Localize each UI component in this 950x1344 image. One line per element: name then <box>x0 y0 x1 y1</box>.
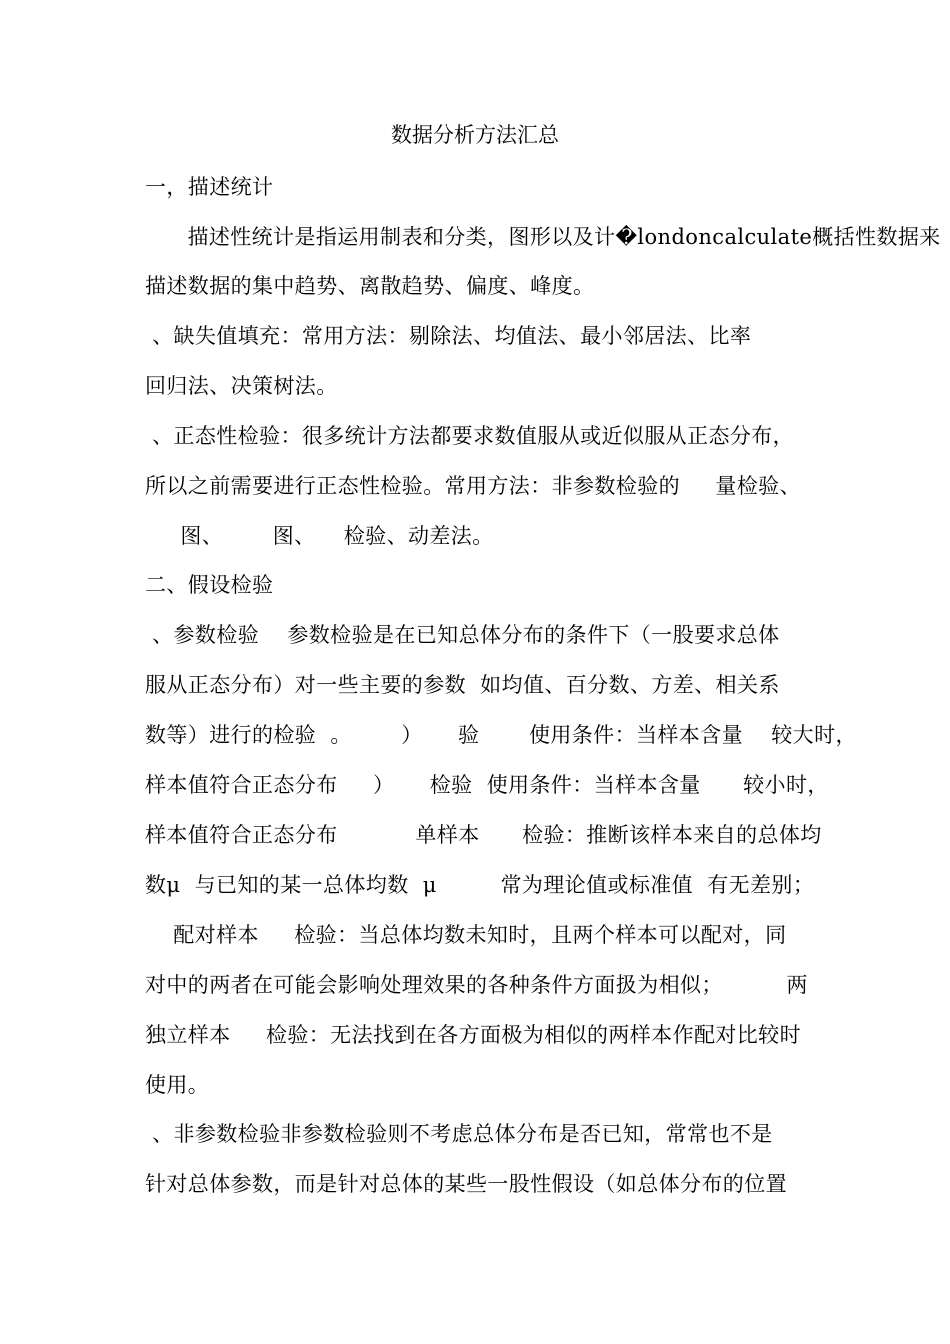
text-line-4: 回归法、决策树法。 <box>145 374 338 398</box>
text-line-16: 对中的两者在可能会影响处理效果的各种条件方面扱为相似； 两 <box>145 973 808 997</box>
text-line-5: 、正态性检验：很多统计方法都要求数值服从或近似服从正态分布， <box>145 424 795 448</box>
text-line-18: 使用。 <box>145 1073 210 1097</box>
text-line-13: 样本值符合正态分布 单样本 检验：推断该样本来自的总体均 <box>145 823 822 847</box>
document-title: 数据分析方法汇总 <box>391 123 559 147</box>
text-line-1: 描述性统计是指运用制表和分类，图形以及计�londoncalculate概括性数据来 <box>145 225 941 249</box>
text-line-10: 服从正态分布）对一些主要的参数 如均值、百分数、方差、相关系 <box>145 673 780 697</box>
heading-descriptive-statistics: 一，描述统计 <box>145 175 274 199</box>
text-line-6: 所以之前需要进行正态性检验。常用方法：非参数检验的 量检验、 <box>145 474 801 498</box>
text-line-11: 数等）进行的检验 。 ） 验 使用条件：当样本含量 较大时， <box>145 723 857 747</box>
text-line-15: 配对样本 检验：当总体均数未知时，且两个样本可以配对，同 <box>145 923 787 947</box>
text-line-2: 描述数据的集中趋势、离散趋势、偏度、峰度。 <box>145 274 595 298</box>
heading-hypothesis-testing: 二、假设检验 <box>145 573 274 597</box>
text-line-17: 独立样本 检验：无法找到在各方面极为相似的两样本作配对比较时 <box>145 1023 801 1047</box>
text-line-19: 、非参数检验非参数检验则不考虑总体分布是否已知，常常也不是 <box>145 1122 773 1146</box>
text-line-9: 、参数检验 参数检验是在已知总体分布的条件下（一股要求总体 <box>145 623 780 647</box>
text-line-7: 图、 图、 检验、动差法。 <box>145 524 494 548</box>
text-line-12: 样本值符合正态分布 ） 检验 使用条件：当样本含量 较小时， <box>145 773 829 797</box>
text-line-3: 、缺失值填充：常用方法：剔除法、均值法、最小邻居法、比率 <box>145 324 752 348</box>
text-line-14: 数μ 与已知的某一总体均数 μ 常为理论值或标准值 有无差别； <box>145 873 815 897</box>
text-line-20: 针对总体参数，而是针对总体的某些一股性假设（如总体分布的位置 <box>145 1172 787 1196</box>
